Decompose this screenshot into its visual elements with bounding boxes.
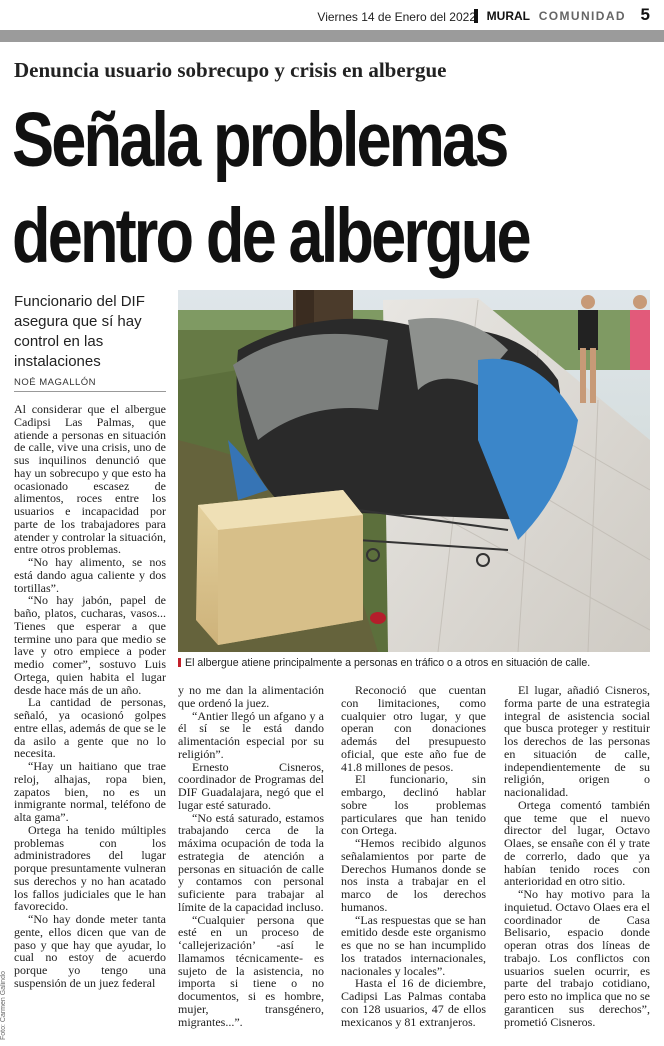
paragraph: Ortega ha tenido múltiples problemas con los administradores del lugar porque presuntamente vulneran sus derechos y no han acatado los fallos judiciales que le han favorecido.: [14, 822, 166, 914]
paragraph: y no me dan la alimentación que ordenó la juez.: [178, 683, 324, 710]
caption-marker: [178, 658, 181, 667]
paragraph: Ortega comentó también que teme que el nuevo director del lugar, Octavo Olaes, se ensañe con él y trate de correrlo, dado que ya habían tenido roces con anterioridad en otro sitio.: [504, 797, 650, 889]
body-column-3: [341, 684, 486, 1028]
header-band: [0, 30, 664, 42]
paragraph: “Cualquier persona que esté en un proceso de ‘callejerización’ -así le llamamos técnicamente- es sujeto de la asistencia, no importa si tiene o no documentos, si es hombre, mujer, transgénero, migrantes...”.: [178, 912, 324, 1029]
byline-rule: [14, 391, 166, 392]
headline-line-2: dentro de albergue: [12, 193, 529, 279]
paragraph: “No está saturado, estamos trabajando cerca de la máxima ocupación de toda la estrategia de atención a personas en situación de calle y contamos con personal suficiente para trabajar al límite de la capacidad incluso.: [178, 810, 324, 914]
headline-line-1: Señala problemas: [12, 97, 507, 183]
page-number: 5: [640, 5, 650, 24]
paragraph: Ernesto Cisneros, coordinador de Programas del DIF Guadalajara, negó que el lugar esté saturado.: [178, 759, 324, 812]
paragraph: “No hay motivo para la inquietud. Octavo Olaes era el coordinador de Casa Belisario, espacio donde operan otras dos líneas de trabajo. Los conflictos con usuarios suelen ocurrir, es parte del trabajo cotidiano, pero esto no implica que no se garanticen sus derechos”, prometió Cisneros.: [504, 887, 650, 1029]
paragraph: Reconoció que cuentan con limitaciones, como cualquier otro lugar, y que operan con donaciones además del presupuesto oficial, que este año fue de 41.8 millones de pesos.: [341, 683, 486, 774]
headline: [12, 92, 660, 284]
paragraph: “Antier llegó un afgano y a él sí se le está dando alimentación especial por su religión”.: [178, 708, 324, 761]
paragraph: “No hay jabón, papel de baño, platos, cucharas, vasos... Tienes que esperar a que termine uno para que medio se lave y otro empiece a poder medio comer”, sostuvo Luis Ortega, quien habita el lugar desde hace más de un año.: [14, 593, 166, 697]
photo-credit: Foto: Carmen Galindo: [0, 971, 7, 1040]
body-column-1: [14, 403, 166, 990]
byline: NOÉ MAGALLÓN: [14, 377, 97, 388]
photo-caption: [178, 657, 650, 669]
section-name: COMUNIDAD: [538, 9, 626, 23]
paragraph: Hasta el 16 de diciembre, Cadipsi Las Palmas contaba con 128 usuarios, 47 de ellos mexicanos y 81 extranjeros.: [341, 976, 486, 1029]
page-header: [0, 0, 664, 30]
shelter-photo-illustration: [178, 290, 650, 652]
caption-text: El albergue atiene principalmente a personas en tráfico o a otros en situación de calle.: [185, 657, 591, 669]
kicker: Denuncia usuario sobrecupo y crisis en albergue: [14, 58, 447, 82]
paragraph: Al considerar que el albergue Cadipsi Las Palmas, que atiende a personas en situación de calle, vive una crisis, uno de sus inquilinos denunció que hay un sobrecupo y que esto ha ocasionado escasez de alimentos, roces entre los usuarios e incapacidad por parte de los trabajadores para atender y controlar la situación, entre otros problemas.: [14, 402, 166, 557]
paragraph: La cantidad de personas, señaló, ya ocasionó golpes entre ellas, además de que se le da asilo a gente que no lo necesita.: [14, 695, 166, 761]
body-column-4: [504, 684, 650, 1028]
body-column-2: [178, 684, 324, 1028]
paragraph: El lugar, añadió Cisneros, forma parte de una estrategia integral de asistencia social que busca proteger y restituir los derechos de las personas en situación de calle, independientemente de su religión, origen o nacionalidad.: [504, 683, 650, 799]
issue-date: Viernes 14 de Enero del 2022: [317, 10, 476, 24]
deck: Funcionario del DIF asegura que sí hay control en las instalaciones: [14, 293, 145, 370]
paragraph: “No hay donde meter tanta gente, ellos dicen que van de paso y que hay que ayudar, lo cual no estoy de acuerdo porque yo tengo una suspensión de un juez federal: [14, 912, 166, 990]
article-photo: [178, 290, 650, 652]
paragraph: El funcionario, sin embargo, declinó hablar sobre los problemas particulares que han tenido con Ortega.: [341, 772, 486, 838]
paragraph: “Las respuestas que se han emitido desde este organismo es que no se han incumplido los tratados internacionales, nacionales y locales”.: [341, 912, 486, 978]
paragraph: “Hay un haitiano que trae reloj, alhajas, ropa bien, zapatos bien, no es un inmigrante normal, teléfono de alta gama”.: [14, 759, 166, 824]
paragraph: “No hay alimento, se nos está dando agua caliente y dos tortillas”.: [14, 555, 166, 595]
paragraph: “Hemos recibido algunos señalamientos por parte de Derechos Humanos donde se nos insta a trabajar en el marco de los derechos humanos.: [341, 836, 486, 914]
newspaper-name: MURAL: [474, 9, 530, 23]
